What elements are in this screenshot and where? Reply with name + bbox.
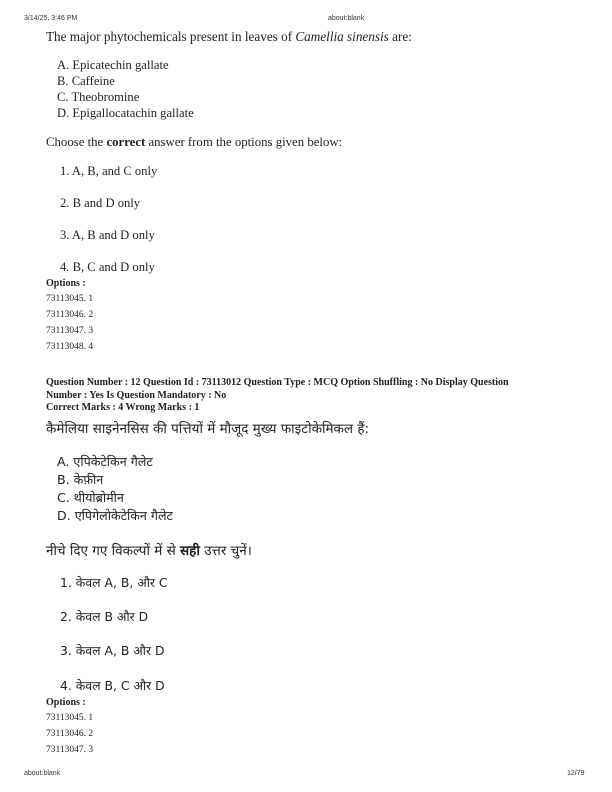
- question-text: The major phytochemicals present in leaves of Camellia sinensis are:: [46, 29, 412, 44]
- answer-choice: 4. केवल B, C और D: [60, 678, 165, 693]
- question-text-hindi: कैमेलिया साइनेनसिस की पत्तियों में मौजूद मुख्य फाइटोकेमिकल हैं:: [46, 421, 370, 437]
- answer-choice: 2. B and D only: [60, 196, 141, 210]
- statement-list: [57, 57, 194, 121]
- statement-item: B. केफ़ीन: [57, 472, 104, 487]
- answer-choice: 1. केवल A, B, और C: [60, 575, 168, 590]
- option-id: 73113047. 3: [46, 745, 94, 755]
- option-id: 73113047. 3: [46, 326, 94, 336]
- statement-item: C. Theobromine: [57, 90, 140, 104]
- instruction-text-hindi: नीचे दिए गए विकल्पों में से सही उत्तर चुनें।: [46, 543, 252, 559]
- instruction-text: Choose the correct answer from the options given below:: [46, 135, 343, 149]
- answer-choice: 3. A, B and D only: [60, 228, 155, 242]
- question-meta: [46, 377, 509, 415]
- page-number: 12/79: [567, 770, 585, 777]
- print-datetime: 3/14/25, 3:46 PM: [24, 15, 78, 22]
- option-id: 73113045. 1: [46, 294, 94, 304]
- answer-choice: 2. केवल B और D: [60, 609, 149, 624]
- print-url: about:blank: [328, 15, 365, 22]
- answer-choice: 1. A, B, and C only: [60, 164, 158, 178]
- option-id: 73113046. 2: [46, 310, 94, 320]
- statement-item: B. Caffeine: [57, 74, 115, 88]
- option-id: 73113046. 2: [46, 729, 94, 739]
- answer-choice: 3. केवल A, B और D: [60, 643, 165, 658]
- option-id: 73113045. 1: [46, 713, 94, 723]
- question-meta-line: Question Number : 12 Question Id : 73113012 Question Type : MCQ Option Shuffling : No Display Question: [46, 377, 509, 388]
- options-label: Options :: [46, 278, 86, 289]
- options-label: Options :: [46, 697, 86, 708]
- footer-url: about:blank: [24, 770, 61, 777]
- statement-item: A. Epicatechin gallate: [57, 58, 169, 72]
- statement-list-hindi: [57, 453, 173, 525]
- statement-item: D. Epigallocatachin gallate: [57, 106, 194, 120]
- statement-item: D. एपिगेलोकेटेकिन गैलेट: [57, 508, 173, 523]
- species-name: Camellia sinensis: [295, 29, 389, 44]
- statement-item: A. एपिकेटेकिन गैलेट: [57, 454, 153, 469]
- question-meta-line: Number : Yes Is Question Mandatory : No: [46, 389, 227, 401]
- question-meta-line: Correct Marks : 4 Wrong Marks : 1: [46, 402, 200, 413]
- statement-item: C. थीयोब्रोमीन: [57, 490, 124, 505]
- answer-choice: 4. B, C and D only: [60, 260, 155, 274]
- option-id: 73113048. 4: [46, 342, 94, 352]
